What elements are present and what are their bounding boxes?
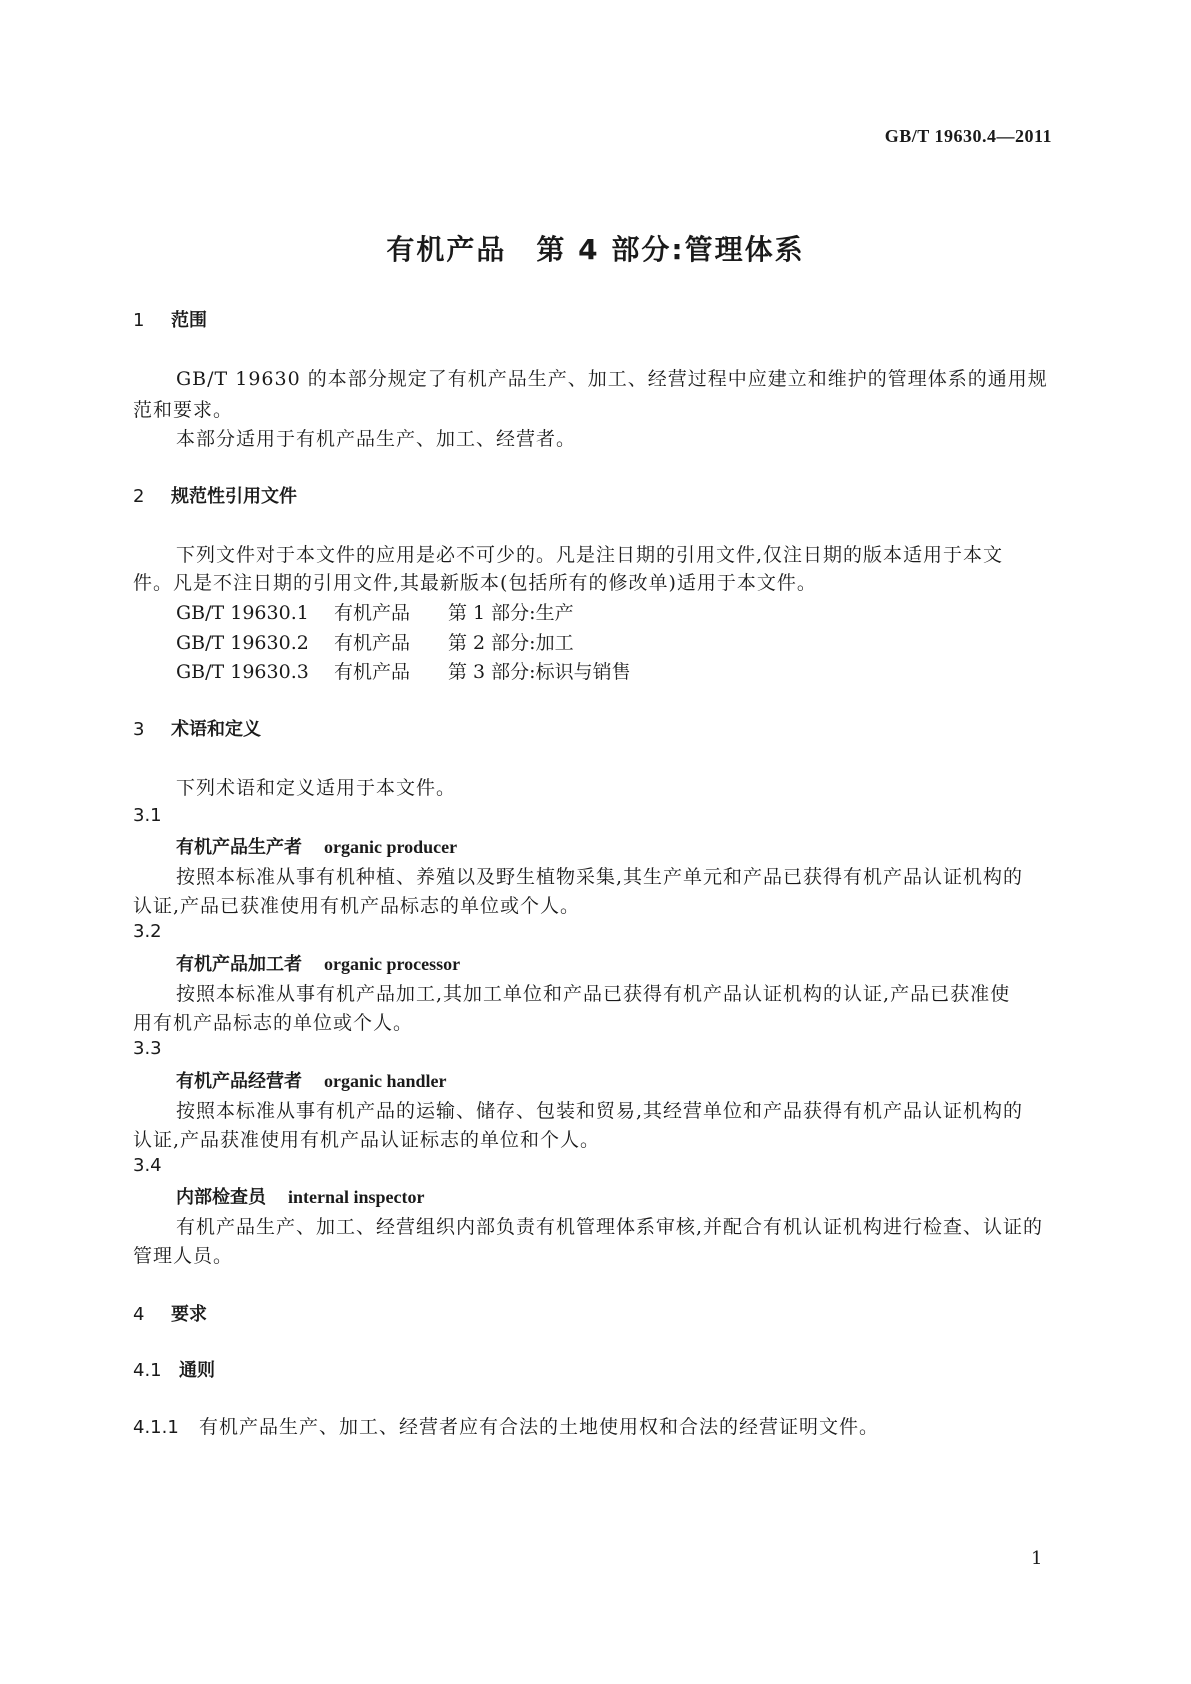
section-3-heading (133, 715, 261, 741)
reference-part: 第 1 部分:生产 (448, 602, 574, 624)
definition-line: 认证,产品获准使用有机产品认证标志的单位和个人。 (133, 1129, 601, 1151)
term-title (176, 1183, 425, 1209)
section-number: 3 (133, 719, 145, 740)
term-number: 3.3 (133, 1038, 162, 1059)
term-english: organic handler (324, 1071, 447, 1091)
reference-item (176, 598, 574, 625)
term-chinese: 内部检查员 (176, 1187, 266, 1208)
section-number: 4 (133, 1304, 145, 1325)
term-chinese: 有机产品生产者 (176, 837, 302, 858)
term-number: 3.2 (133, 921, 162, 942)
definition-line: 用有机产品标志的单位或个人。 (133, 1012, 414, 1034)
section-number: 1 (133, 310, 145, 331)
paragraph-line: 本部分适用于有机产品生产、加工、经营者。 (176, 428, 577, 450)
document-title: 有机产品 第 4 部分:管理体系 (386, 233, 805, 266)
section-title: 规范性引用文件 (171, 486, 297, 507)
subsection-number: 4.1 (133, 1360, 162, 1381)
term-english: organic producer (324, 837, 458, 857)
reference-code: GB/T 19630.1 (176, 602, 309, 624)
reference-name: 有机产品 (334, 661, 411, 683)
definition-line: 管理人员。 (133, 1245, 234, 1267)
paragraph-line: GB/T 19630 的本部分规定了有机产品生产、加工、经营过程中应建立和维护的管理体系的通用规 (176, 368, 1048, 390)
clause-text: 有机产品生产、加工、经营者应有合法的土地使用权和合法的经营证明文件。 (199, 1416, 880, 1438)
reference-part: 第 3 部分:标识与销售 (448, 661, 631, 683)
reference-code: GB/T 19630.2 (176, 632, 309, 654)
term-title (176, 833, 457, 859)
reference-name: 有机产品 (334, 632, 411, 654)
definition-line: 按照本标准从事有机产品加工,其加工单位和产品已获得有机产品认证机构的认证,产品已获准使 (176, 983, 1011, 1005)
reference-item (176, 628, 574, 655)
term-number: 3.4 (133, 1155, 162, 1176)
clause-number: 4.1.1 (133, 1417, 179, 1438)
definition-line: 认证,产品已获准使用有机产品标志的单位或个人。 (133, 895, 581, 917)
reference-part: 第 2 部分:加工 (448, 632, 574, 654)
term-title (176, 950, 460, 976)
paragraph-line: 下列术语和定义适用于本文件。 (176, 777, 457, 799)
subsection-title: 通则 (179, 1360, 215, 1381)
term-english: organic processor (324, 954, 461, 974)
clause-item (133, 1412, 879, 1439)
subsection-heading (133, 1356, 215, 1382)
definition-line: 有机产品生产、加工、经营组织内部负责有机管理体系审核,并配合有机认证机构进行检查、认证的 (176, 1216, 1044, 1238)
standard-code: GB/T 19630.4—2011 (884, 126, 1052, 146)
term-english: internal inspector (288, 1187, 425, 1207)
paragraph-line: 范和要求。 (133, 399, 234, 421)
page-number: 1 (1031, 1548, 1043, 1569)
paragraph-line: 件。凡是不注日期的引用文件,其最新版本(包括所有的修改单)适用于本文件。 (133, 572, 817, 594)
section-4-heading (133, 1300, 207, 1326)
term-title (176, 1067, 447, 1093)
section-title: 要求 (171, 1304, 207, 1325)
definition-line: 按照本标准从事有机产品的运输、储存、包装和贸易,其经营单位和产品获得有机产品认证机构的 (176, 1100, 1024, 1122)
term-chinese: 有机产品经营者 (176, 1071, 302, 1092)
section-2-heading (133, 482, 297, 508)
section-1-heading (133, 306, 207, 332)
section-number: 2 (133, 486, 145, 507)
reference-item (176, 657, 631, 684)
term-number: 3.1 (133, 805, 162, 826)
definition-line: 按照本标准从事有机种植、养殖以及野生植物采集,其生产单元和产品已获得有机产品认证机构的 (176, 866, 1024, 888)
section-title: 范围 (171, 310, 207, 331)
section-title: 术语和定义 (171, 719, 261, 740)
reference-name: 有机产品 (334, 602, 411, 624)
reference-code: GB/T 19630.3 (176, 661, 309, 683)
paragraph-line: 下列文件对于本文件的应用是必不可少的。凡是注日期的引用文件,仅注日期的版本适用于本文 (176, 544, 1004, 566)
term-chinese: 有机产品加工者 (176, 954, 302, 975)
